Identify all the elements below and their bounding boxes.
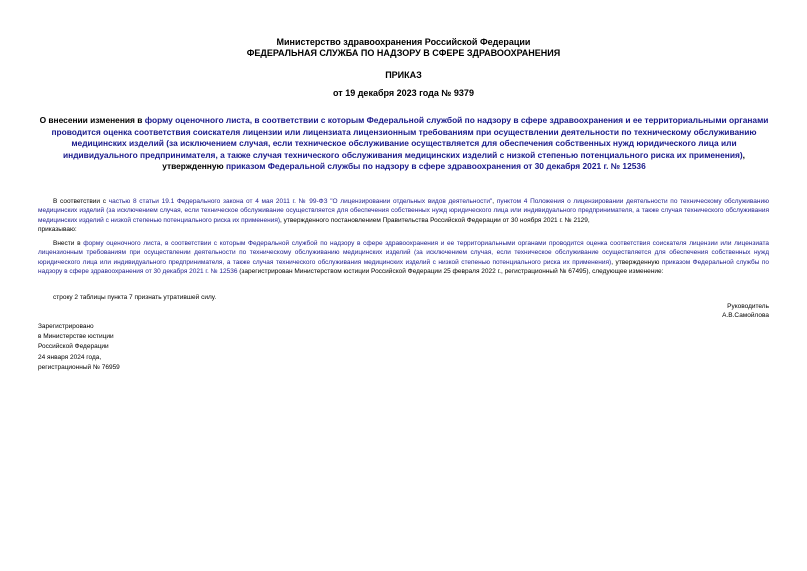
paragraph-basis <box>38 197 769 225</box>
ministry-name: Министерство здравоохранения Российской Федерации <box>276 37 531 47</box>
doc-date-number: от 19 декабря 2023 года № 9379 <box>333 88 474 98</box>
doc-type: ПРИКАЗ <box>385 70 422 80</box>
registration-line-1: Зарегистрировано <box>38 323 94 330</box>
paragraph-repeal: строку 2 таблицы пункта 7 признать утратившей силу. <box>53 294 217 301</box>
title-middle: , утвержденную <box>162 149 745 172</box>
title-form-link[interactable]: форму оценочного листа, в соответствии с которым Федеральной службой по надзору в сфере здравоохранения и ее территориальными органами проводится оценка соответствия соискателя лицензии или лицензиата лицензионным требованиям при осуществлении деятельности по техническому обслуживанию медицинских изделий (за исключением случая, если техническое обслуживание осуществляется для обеспечения собственных нужд юридического лица или индивидуального предпринимателя, а также случая технического обслуживания медицинских изделий с низкой степенью потенциального риска их применения) <box>51 115 769 160</box>
para2-text-2: , утвержденную <box>611 258 662 266</box>
federal-law-link[interactable]: частью 8 статьи 19.1 Федерального закона от 4 мая 2011 г. № 99-ФЗ "О лицензировании отдельных видов деятельности" <box>108 198 493 205</box>
para1-text-2: , <box>492 198 497 205</box>
registration-line-5: регистрационный № 76959 <box>38 364 120 371</box>
order-link[interactable]: приказом Федеральной службы по надзору в сфере здравоохранения от 30 декабря 2021 г. № 12536 <box>38 258 769 276</box>
para2-text-3: (зарегистрирован Министерством юстиции Российской Федерации 25 февраля 2022 г., регистрационный № 67495), следующее изменение: <box>237 268 664 276</box>
registration-line-4: 24 января 2024 года, <box>38 354 102 361</box>
registration-line-3: Российской Федерации <box>38 343 109 350</box>
document-title <box>38 115 770 173</box>
signature-name: А.В.Самойлова <box>722 312 769 319</box>
para1-text-1: В соответствии с <box>53 198 109 205</box>
title-prefix: О внесении изменения в <box>39 115 145 125</box>
form-link[interactable]: форму оценочного листа, в соответствии с которым Федеральной службой по надзору в сфере здравоохранения и ее территориальными органами проводится оценка соответствия соискателя лицензии или лицензиата лицензионным требованиям при осуществлении деятельности по техническому обслуживанию медицинских изделий (за исключением случая, если техническое обслуживание осуществляется для обеспечения собственных нужд юридического лица или индивидуального предпринимателя, а также случая технического обслуживания медицинских изделий с низкой степенью потенциального риска их применения) <box>38 240 769 266</box>
para2-text-1: Внести в <box>53 240 84 247</box>
service-name: ФЕДЕРАЛЬНАЯ СЛУЖБА ПО НАДЗОРУ В СФЕРЕ ЗДРАВООХРАНЕНИЯ <box>246 48 561 58</box>
signature-role: Руководитель <box>727 303 769 310</box>
paragraph-change <box>38 239 769 277</box>
registration-line-2: в Министерстве юстиции <box>38 333 114 340</box>
title-order-link[interactable]: приказом Федеральной службы по надзору в сфере здравоохранения от 30 декабря 2021 г. № 12536 <box>225 161 646 172</box>
regulation-link[interactable]: пунктом 4 Положения о лицензировании деятельности по техническому обслуживанию медицинских изделий (за исключением случая, если техническое обслуживание осуществляется для обеспечения собственных нужд юридического лица или индивидуального предпринимателя, а также случая технического обслуживания медицинских изделий с низкой степенью потенциального риска их применения) <box>38 198 769 224</box>
order-word: приказываю: <box>38 226 77 233</box>
para1-text-3: , утвержденного постановлением Правительства Российской Федерации от 30 ноября 2021 г. № 2129, <box>280 216 590 224</box>
